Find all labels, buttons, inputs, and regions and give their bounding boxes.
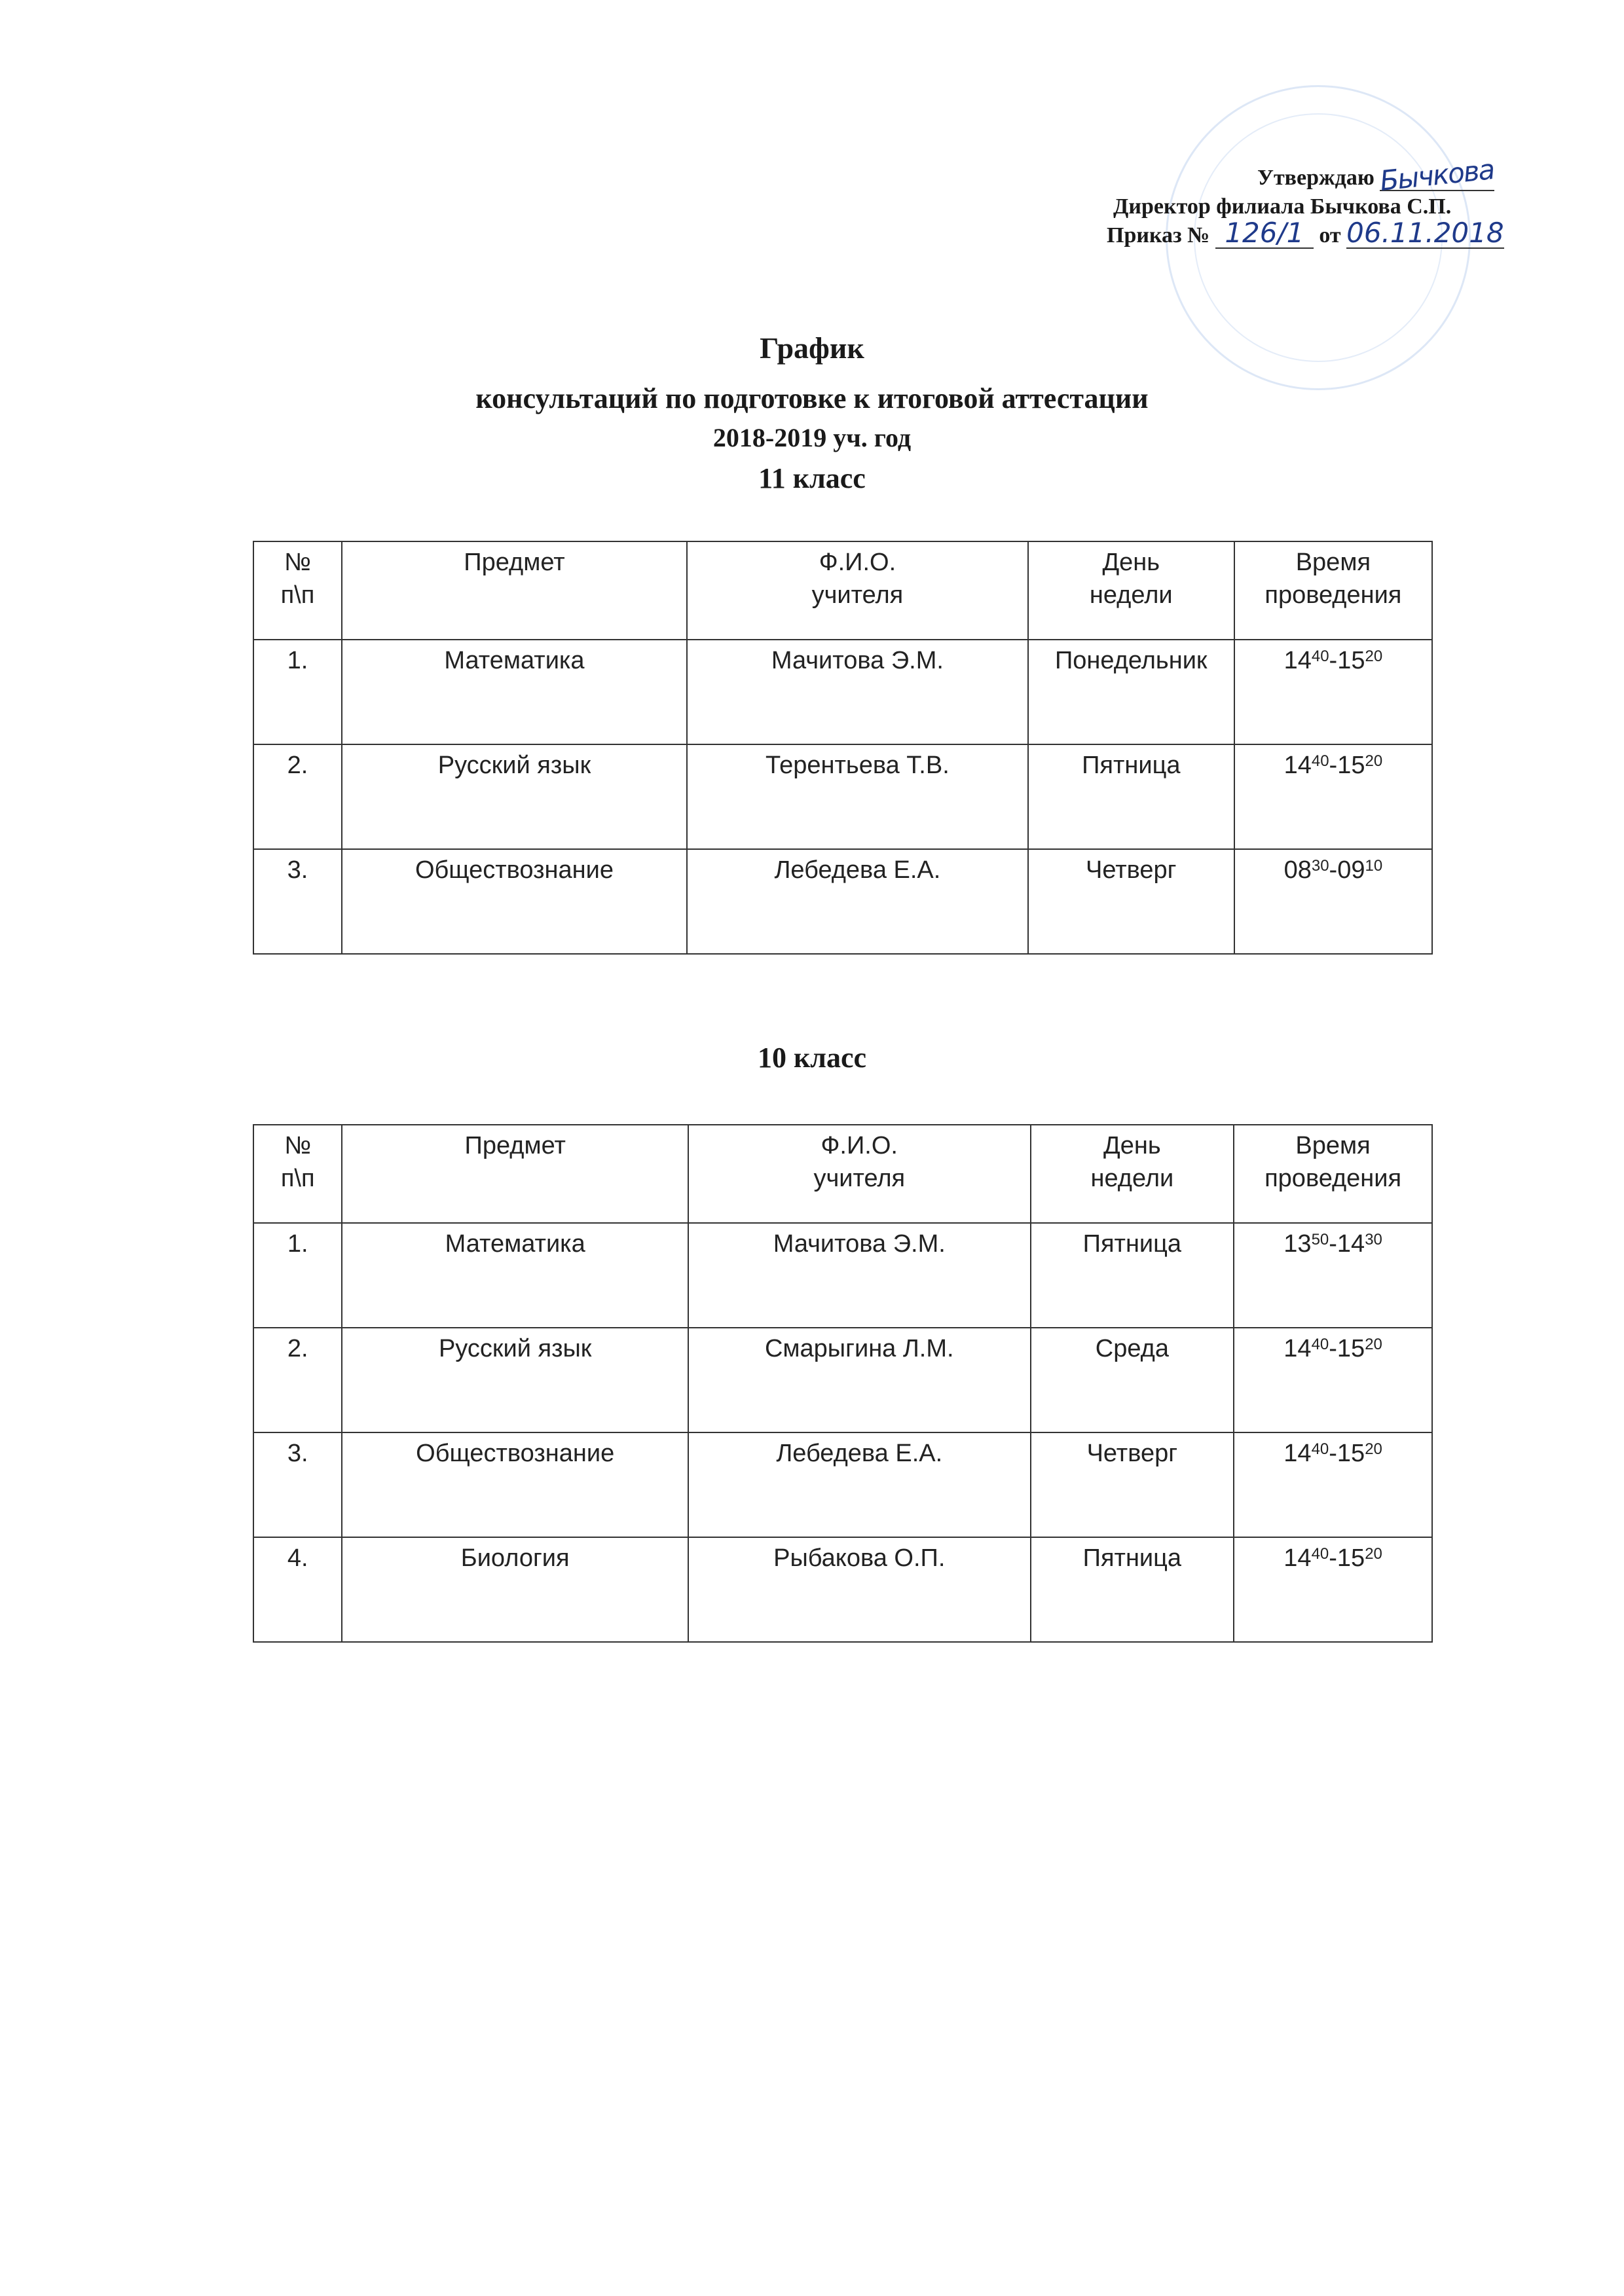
end-minute: 20 xyxy=(1365,752,1383,770)
table-row xyxy=(253,1537,1432,1642)
row-subject: Математика xyxy=(342,640,687,744)
row-teacher: Мачитова Э.М. xyxy=(687,640,1028,744)
row-time: $08^{30}-09^{10}$ xyxy=(1234,849,1432,954)
row-time: $14^{40}-15^{20}$ xyxy=(1234,1537,1432,1642)
table-row xyxy=(253,1432,1432,1537)
order-number-field xyxy=(1215,217,1314,249)
header-time: Время проведения xyxy=(1234,1125,1432,1223)
end-minute: 30 xyxy=(1365,1231,1382,1248)
signature-field xyxy=(1378,153,1496,197)
end-hour: 15 xyxy=(1337,1335,1365,1362)
row-subject: Обществознание xyxy=(342,849,687,954)
start-minute: 40 xyxy=(1311,1545,1329,1563)
order-number: 126/1 xyxy=(1225,217,1304,249)
header-number: № п\п xyxy=(253,1125,342,1223)
start-minute: 30 xyxy=(1311,857,1329,875)
table-row xyxy=(253,849,1432,954)
row-day: Пятница xyxy=(1031,1537,1234,1642)
start-minute: 50 xyxy=(1311,1231,1329,1248)
order-label: Приказ № xyxy=(1107,223,1210,247)
row-teacher: Рыбакова О.П. xyxy=(688,1537,1031,1642)
director-label: Директор филиала xyxy=(1113,194,1305,219)
document-subtitle: консультаций по подготовке к итоговой аттестации xyxy=(475,382,1149,414)
academic-year: 2018-2019 уч. год xyxy=(712,423,912,452)
document-title: График xyxy=(760,331,864,365)
approval-block xyxy=(1107,153,1578,250)
row-day: Понедельник xyxy=(1028,640,1234,744)
row-day: Пятница xyxy=(1028,744,1234,849)
start-hour: 14 xyxy=(1283,1440,1312,1467)
row-teacher: Терентьева Т.В. xyxy=(687,744,1028,849)
start-minute: 40 xyxy=(1311,752,1329,770)
header-subject: Предмет xyxy=(342,541,687,640)
end-hour: 15 xyxy=(1337,1440,1365,1467)
end-minute: 20 xyxy=(1365,1336,1382,1353)
class-10-heading: 10 класс xyxy=(757,1042,867,1074)
row-time: $13^{50}-14^{30}$ xyxy=(1234,1223,1432,1328)
row-day: Среда xyxy=(1031,1328,1234,1432)
start-minute: 40 xyxy=(1311,647,1329,665)
header-time: Время проведения xyxy=(1234,541,1432,640)
row-number: 3. xyxy=(253,1432,342,1537)
row-subject: Математика xyxy=(342,1223,688,1328)
row-time: $14^{40}-15^{20}$ xyxy=(1234,744,1432,849)
table-row xyxy=(253,744,1432,849)
row-teacher: Лебедева Е.А. xyxy=(687,849,1028,954)
start-hour: 08 xyxy=(1283,856,1312,884)
row-time: $14^{40}-15^{20}$ xyxy=(1234,640,1432,744)
start-hour: 14 xyxy=(1283,752,1312,779)
director-line xyxy=(1107,192,1578,221)
end-hour: 14 xyxy=(1337,1230,1365,1258)
end-minute: 20 xyxy=(1365,647,1383,665)
row-subject: Русский язык xyxy=(342,744,687,849)
row-number: 1. xyxy=(253,1223,342,1328)
header-number: № п\п xyxy=(253,541,342,640)
class-11-heading: 11 класс xyxy=(758,462,866,494)
row-day: Четверг xyxy=(1031,1432,1234,1537)
row-teacher: Мачитова Э.М. xyxy=(688,1223,1031,1328)
approval-line xyxy=(1107,153,1578,197)
table-row xyxy=(253,1223,1432,1328)
director-name: Бычкова С.П. xyxy=(1310,194,1452,219)
end-minute: 10 xyxy=(1365,857,1383,875)
row-number: 1. xyxy=(253,640,342,744)
start-hour: 14 xyxy=(1283,647,1312,674)
row-time: $14^{40}-15^{20}$ xyxy=(1234,1328,1432,1432)
table-row xyxy=(253,640,1432,744)
row-subject: Обществознание xyxy=(342,1432,688,1537)
table-header-row xyxy=(253,1125,1432,1223)
header-day: День недели xyxy=(1031,1125,1234,1223)
end-hour: 09 xyxy=(1337,856,1365,884)
header-teacher: Ф.И.О. учителя xyxy=(688,1125,1031,1223)
start-hour: 13 xyxy=(1283,1230,1312,1258)
row-number: 2. xyxy=(253,1328,342,1432)
table-row xyxy=(253,1328,1432,1432)
start-hour: 14 xyxy=(1283,1544,1312,1572)
row-teacher: Лебедева Е.А. xyxy=(688,1432,1031,1537)
header-subject: Предмет xyxy=(342,1125,688,1223)
row-teacher: Смарыгина Л.М. xyxy=(688,1328,1031,1432)
row-subject: Биология xyxy=(342,1537,688,1642)
order-date: 06.11.2018 xyxy=(1346,217,1504,249)
header-teacher: Ф.И.О. учителя xyxy=(687,541,1028,640)
order-line xyxy=(1107,217,1578,250)
row-number: 2. xyxy=(253,744,342,849)
approve-label: Утверждаю xyxy=(1257,166,1375,190)
row-day: Пятница xyxy=(1031,1223,1234,1328)
schedule-table-11 xyxy=(253,541,1433,955)
table-header-row xyxy=(253,541,1432,640)
end-hour: 15 xyxy=(1337,752,1365,779)
header-day: День недели xyxy=(1028,541,1234,640)
start-hour: 14 xyxy=(1283,1335,1312,1362)
row-number: 3. xyxy=(253,849,342,954)
end-hour: 15 xyxy=(1337,647,1365,674)
order-from-label: от xyxy=(1319,223,1341,247)
table-body-11 xyxy=(253,640,1432,954)
start-minute: 40 xyxy=(1311,1440,1329,1458)
row-subject: Русский язык xyxy=(342,1328,688,1432)
row-day: Четверг xyxy=(1028,849,1234,954)
end-minute: 20 xyxy=(1365,1440,1382,1458)
schedule-table-10 xyxy=(253,1124,1433,1643)
row-number: 4. xyxy=(253,1537,342,1642)
row-time: $14^{40}-15^{20}$ xyxy=(1234,1432,1432,1537)
handwritten-signature: Бычкова xyxy=(1378,153,1496,197)
end-minute: 20 xyxy=(1365,1545,1382,1563)
order-date-field xyxy=(1346,217,1504,249)
start-minute: 40 xyxy=(1311,1336,1329,1353)
table-body-10 xyxy=(253,1223,1432,1642)
end-hour: 15 xyxy=(1337,1544,1365,1572)
